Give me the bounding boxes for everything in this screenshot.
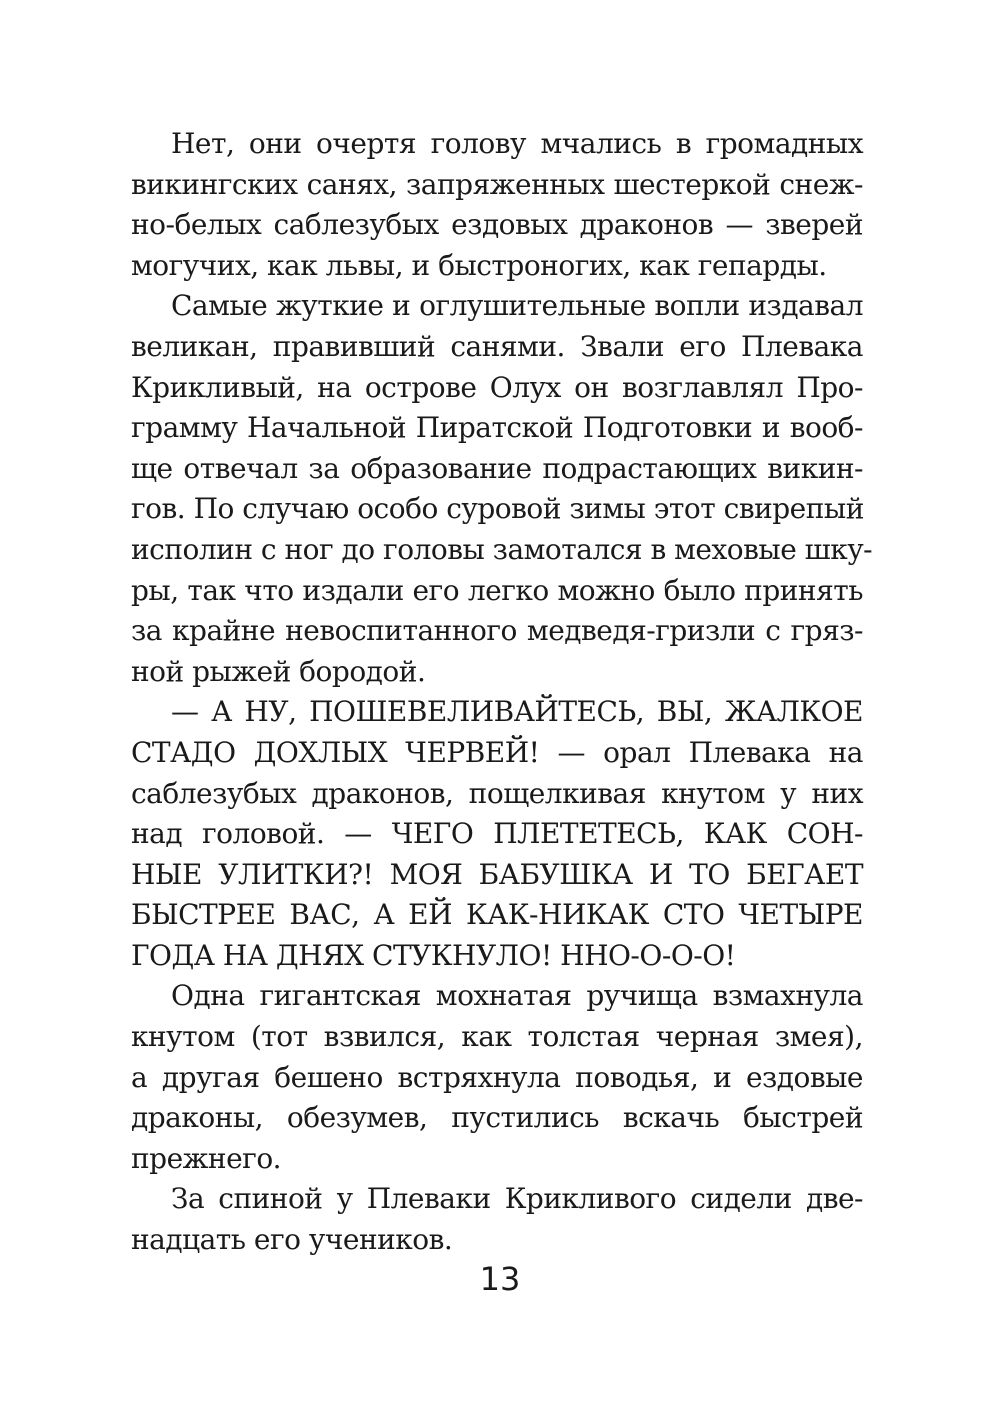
text-line: могучих, как львы, и быстроногих, как гепарды. (131, 248, 827, 282)
text-line: ной рыжей бородой. (131, 654, 426, 688)
paragraph-4 (131, 976, 863, 1179)
text-line: над головой. — ЧЕГО ПЛЕТЕТЕСЬ, КАК СОН- (131, 817, 863, 851)
text-line: прежнего. (131, 1141, 282, 1175)
text-line: великан, правивший санями. Звали его Плевака (131, 329, 863, 363)
text-line: Крикливый, на острове Олух он возглавлял Про- (131, 370, 863, 404)
text-line: За спиной у Плеваки Крикливого сидели две- (171, 1182, 863, 1216)
text-line: грамму Начальной Пиратской Подготовки и вооб- (131, 411, 863, 445)
text-line: исполин с ног до головы замотался в меховые шку- (131, 532, 873, 566)
text-line: за крайне невоспитанного медведя-гризли с гряз- (131, 614, 863, 648)
text-line: викингских санях, запряженных шестеркой снеж- (131, 167, 863, 201)
text-line: Нет, они очертя голову мчались в громадных (171, 127, 863, 160)
paragraph-2 (131, 286, 873, 692)
text-line: ще отвечал за образование подрастающих викин- (131, 451, 863, 485)
text-line: БЫСТРЕЕ ВАС, А ЕЙ КАК-НИКАК СТО ЧЕТЫРЕ (131, 898, 863, 932)
paragraph-5 (131, 1179, 863, 1260)
text-line: Одна гигантская мохнатая ручища взмахнула (171, 979, 863, 1013)
text-line: ГОДА НА ДНЯХ СТУКНУЛО! ННО-О-О-О! (131, 938, 736, 972)
text-line: саблезубых драконов, пощелкивая кнутом у них (131, 776, 863, 810)
paragraph-1 (131, 124, 863, 286)
text-line: гов. По случаю особо суровой зимы этот свирепый (131, 492, 864, 526)
book-page-text (131, 124, 873, 1261)
text-line: надцать его учеников. (131, 1223, 453, 1257)
paragraph-3 (131, 692, 863, 976)
text-line: — А НУ, ПОШЕВЕЛИВАЙТЕСЬ, ВЫ, ЖАЛКОЕ (171, 695, 863, 729)
text-line: кнутом (тот взвился, как толстая черная змея), (131, 1020, 863, 1054)
page-number: 13 (479, 1260, 521, 1298)
text-line: ры, так что издали его легко можно было принять (131, 573, 863, 607)
text-line: Самые жуткие и оглушительные вопли издавал (171, 289, 863, 323)
text-line: а другая бешено встряхнула поводья, и ездовые (131, 1060, 863, 1094)
text-line: НЫЕ УЛИТКИ?! МОЯ БАБУШКА И ТО БЕГАЕТ (131, 857, 863, 891)
text-line: но-белых саблезубых ездовых драконов — зверей (131, 208, 863, 242)
text-line: СТАДО ДОХЛЫХ ЧЕРВЕЙ! — орал Плевака на (131, 735, 863, 769)
text-line: драконы, обезумев, пустились вскачь быстрей (131, 1101, 863, 1135)
